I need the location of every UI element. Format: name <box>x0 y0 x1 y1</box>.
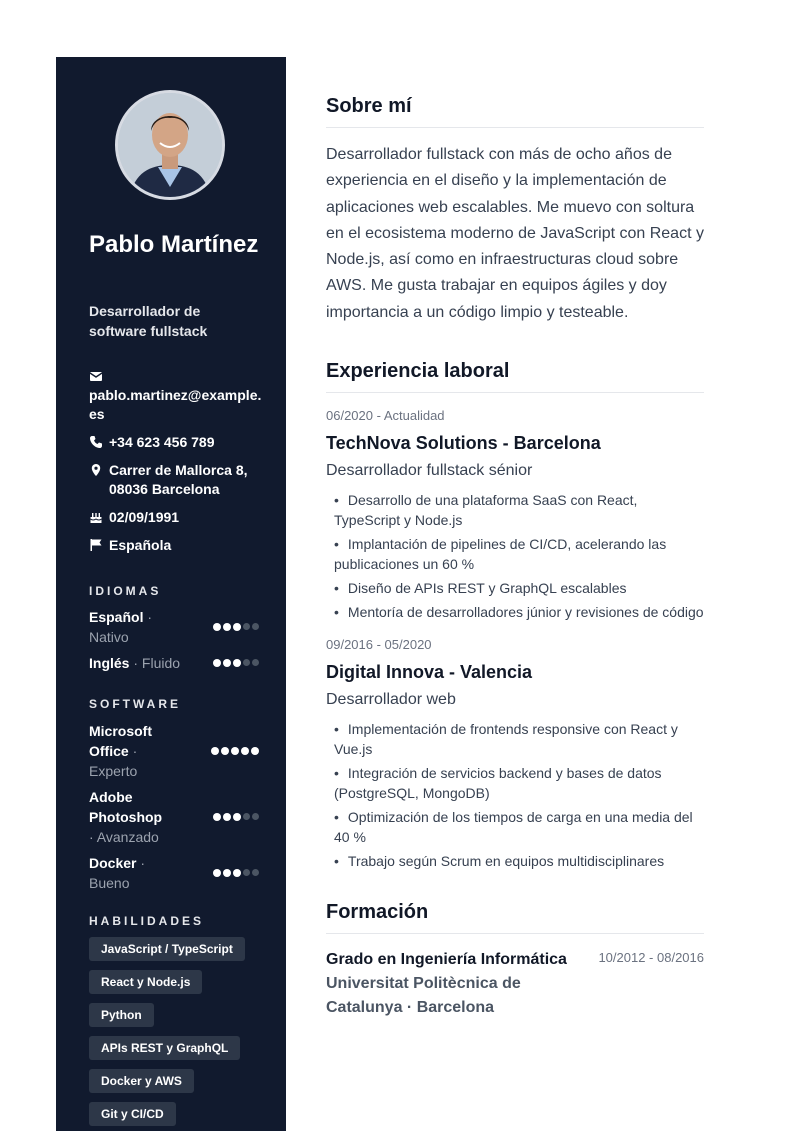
job-entry <box>326 407 704 622</box>
rating-dot-empty <box>243 813 250 820</box>
rating-dot-filled <box>223 813 231 821</box>
education-school: Universitat Politècnica de Catalunya · Barcelona <box>326 975 521 1017</box>
job-bullets <box>326 490 704 622</box>
sidebar <box>56 57 286 1131</box>
profile-name: Pablo Martínez <box>89 231 259 258</box>
rating-dot-filled <box>241 747 249 755</box>
education-section <box>326 901 704 1020</box>
rating-dot-empty <box>243 623 250 630</box>
list-item: • Trabajo según Scrum en equipos multidisciplinares <box>326 851 704 871</box>
list-item: • Integración de servicios backend y bases de datos (PostgreSQL, MongoDB) <box>326 763 704 803</box>
rating-dot-empty <box>243 659 250 666</box>
languages-list <box>89 607 259 679</box>
job-company: TechNova Solutions - Barcelona <box>326 433 601 454</box>
rating-dot-filled <box>213 623 221 631</box>
list-item: • Diseño de APIs REST y GraphQL escalables <box>326 578 704 598</box>
software-heading: SOFTWARE <box>89 697 181 711</box>
rating-dot-empty <box>243 869 250 876</box>
experience-heading: Experiencia laboral <box>326 360 704 393</box>
job-date: 06/2020 - Actualidad <box>326 408 445 424</box>
rating-dot-filled <box>231 747 239 755</box>
rating-dot-filled <box>211 747 219 755</box>
job-company: Digital Innova - Valencia <box>326 662 533 683</box>
flag-icon <box>89 538 103 552</box>
skill-tag: APIs REST y GraphQL <box>89 1036 240 1060</box>
education-degree: Grado en Ingeniería Informática <box>326 951 567 969</box>
education-heading: Formación <box>326 901 704 934</box>
rating-dot-filled <box>223 659 231 667</box>
rating-dot-filled <box>221 747 229 755</box>
phone-icon <box>89 435 103 449</box>
profile-photo <box>115 90 225 200</box>
rating-dot-filled <box>233 869 241 877</box>
rating-dot-filled <box>233 623 241 631</box>
contact-address: Carrer de Mallorca 8, 08036 Barcelona <box>89 461 269 499</box>
list-item: • Implementación de frontends responsive con React y Vue.js <box>326 719 704 759</box>
languages-heading: IDIOMAS <box>89 584 162 598</box>
location-pin-icon <box>89 463 103 477</box>
about-heading: Sobre mí <box>326 95 704 128</box>
rating-dot-empty <box>252 869 259 876</box>
skills-heading: HABILIDADES <box>89 914 205 928</box>
rating-dot-empty <box>252 623 259 630</box>
rating-dot-filled <box>213 813 221 821</box>
skill-tag: React y Node.js <box>89 970 202 994</box>
skill-tag: JavaScript / TypeScript <box>89 937 245 961</box>
language-item: Inglés · Fluido <box>89 653 259 673</box>
rating-dots <box>211 747 259 755</box>
list-item: • Desarrollo de una plataforma SaaS con React, TypeScript y Node.js <box>326 490 704 530</box>
about-text: Desarrollador fullstack con más de ocho años de experiencia en el diseño y la implementación de aplicaciones web escalables. Me muevo con soltura en el ecosistema moderno de JavaScript con React y Node.js, así como en infraestructuras cloud sobre AWS. Me gusta trabajar en equipos ágiles y doy importancia a un código limpio y testeable. <box>326 146 704 321</box>
software-item: Microsoft Office · Experto <box>89 721 259 781</box>
education-date: 10/2012 - 08/2016 <box>598 950 704 966</box>
skills-tags <box>89 937 269 1135</box>
rating-dot-filled <box>213 869 221 877</box>
software-item: Adobe Photoshop · Avanzado <box>89 787 259 847</box>
experience-section <box>326 360 704 871</box>
contact-email: pablo.martinez@example.es <box>89 369 269 424</box>
list-item: • Optimización de los tiempos de carga en una media del 40 % <box>326 807 704 847</box>
job-date: 09/2016 - 05/2020 <box>326 637 432 653</box>
list-item: • Mentoría de desarrolladores júnior y revisiones de código <box>326 602 704 622</box>
skill-tag: Docker y AWS <box>89 1069 194 1093</box>
list-item: • Implantación de pipelines de CI/CD, acelerando las publicaciones un 60 % <box>326 534 704 574</box>
rating-dot-filled <box>233 813 241 821</box>
main-content <box>326 95 704 1020</box>
about-section <box>326 95 704 326</box>
rating-dot-filled <box>223 869 231 877</box>
job-entry <box>326 636 704 871</box>
rating-dot-empty <box>252 813 259 820</box>
job-role: Desarrollador fullstack sénior <box>326 462 533 480</box>
contact-birthdate: 02/09/1991 <box>89 508 269 527</box>
rating-dot-filled <box>223 623 231 631</box>
rating-dot-filled <box>251 747 259 755</box>
rating-dots <box>213 623 259 631</box>
job-bullets <box>326 719 704 871</box>
contact-phone: +34 623 456 789 <box>89 433 269 452</box>
contact-nationality: Española <box>89 536 269 555</box>
rating-dot-filled <box>213 659 221 667</box>
language-item: Español · Nativo <box>89 607 259 647</box>
software-item: Docker · Bueno <box>89 853 259 893</box>
job-role: Desarrollador web <box>326 691 456 709</box>
skill-tag: Git y CI/CD <box>89 1102 176 1126</box>
software-list <box>89 721 259 899</box>
rating-dot-filled <box>233 659 241 667</box>
skill-tag: Python <box>89 1003 154 1027</box>
rating-dots <box>213 813 259 821</box>
rating-dots <box>213 659 259 667</box>
contact-list <box>89 367 269 564</box>
rating-dots <box>213 869 259 877</box>
profile-title: Desarrollador de software fullstack <box>89 303 208 339</box>
birthday-cake-icon <box>89 510 103 524</box>
mail-icon <box>89 369 103 383</box>
education-entry <box>326 948 704 1020</box>
rating-dot-empty <box>252 659 259 666</box>
